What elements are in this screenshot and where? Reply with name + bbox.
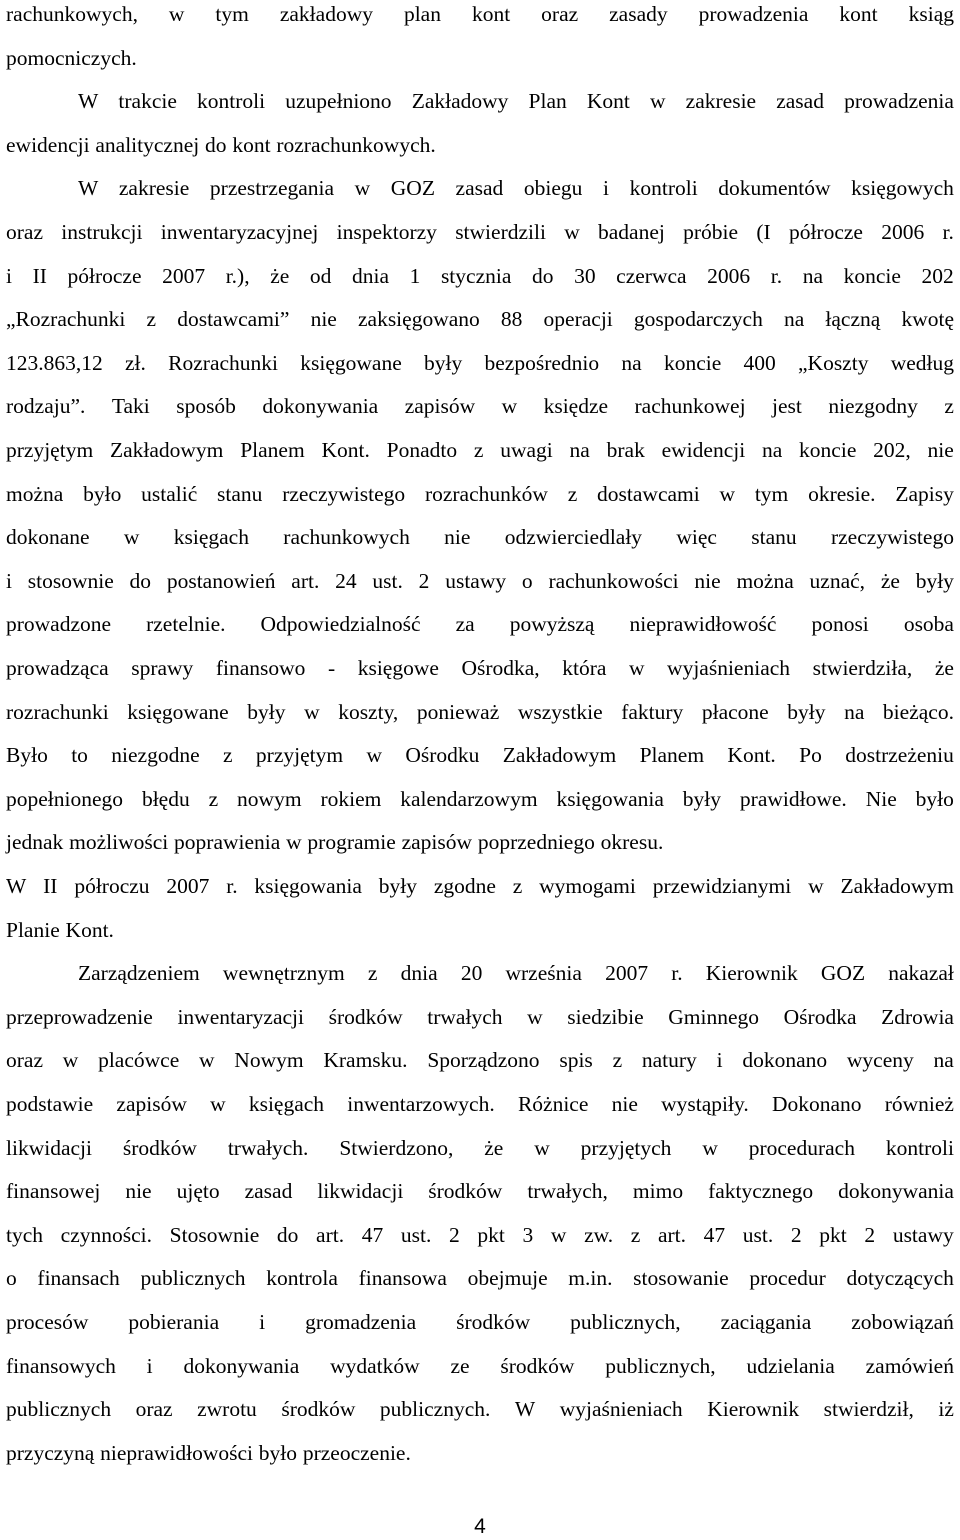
text-line: pomocniczych. [6, 45, 137, 70]
text-line: 123.863,12 zł. Rozrachunki księgowane były bezpośrednio na koncie 400 „Koszty według [6, 350, 954, 375]
text-line: rachunkowych, w tym zakładowy plan kont oraz zasady prowadzenia kont ksiąg [6, 2, 954, 26]
page-number: 4 [474, 1515, 486, 1538]
text-line: „Rozrachunki z dostawcami” nie zaksięgowano 88 operacji gospodarczych na łączną kwotę [6, 307, 954, 332]
text-line: rodzaju”. Taki sposób dokonywania zapisów w księdze rachunkowej jest niezgodny z [6, 394, 954, 419]
text-line: oraz w placówce w Nowym Kramsku. Sporządzono spis z natury i dokonano wyceny na [6, 1048, 954, 1073]
text-line: likwidacji środków trwałych. Stwierdzono, że w przyjętych w procedurach kontroli [6, 1135, 954, 1160]
text-line: przyjętym Zakładowym Planem Kont. Ponadto z uwagi na brak ewidencji na koncie 202, nie [6, 438, 954, 462]
text-line: dokonane w księgach rachunkowych nie odzwierciedlały więc stanu rzeczywistego [6, 525, 954, 550]
text-line: finansowej nie ujęto zasad likwidacji środków trwałych, mimo faktycznego dokonywania [6, 1179, 954, 1204]
text-line: i II półrocze 2007 r.), że od dnia 1 stycznia do 30 czerwca 2006 r. na koncie 202 [6, 263, 954, 288]
text-line: procesów pobierania i gromadzenia środków publicznych, zaciągania zobowiązań [6, 1310, 954, 1334]
text-line: W II półroczu 2007 r. księgowania były zgodne z wymogami przewidzianymi w Zakładowym [6, 874, 954, 898]
text-line: W trakcie kontroli uzupełniono Zakładowy Plan Kont w zakresie zasad prowadzenia [78, 89, 954, 114]
text-line: przyczyną nieprawidłowości było przeoczenie. [6, 1440, 411, 1465]
text-line: przeprowadzenie inwentaryzacji środków trwałych w siedzibie Gminnego Ośrodka Zdrowia [6, 1004, 954, 1029]
text-line: publicznych oraz zwrotu środków publicznych. W wyjaśnieniach Kierownik stwierdził, iż [6, 1397, 954, 1422]
text-line: Planie Kont. [6, 917, 114, 942]
text-line: można było ustalić stanu rzeczywistego rozrachunków z dostawcami w tym okresie. Zapisy [6, 481, 954, 506]
text-line: ewidencji analitycznej do kont rozrachunkowych. [6, 132, 436, 157]
text-line: tych czynności. Stosownie do art. 47 ust. 2 pkt 3 w zw. z art. 47 ust. 2 pkt 2 ustawy [6, 1222, 954, 1247]
text-line: Zarządzeniem wewnętrznym z dnia 20 września 2007 r. Kierownik GOZ nakazał [78, 961, 954, 986]
text-line: popełnionego błędu z nowym rokiem kalendarzowym księgowania były prawidłowe. Nie było [6, 786, 954, 811]
text-line: podstawie zapisów w księgach inwentarzowych. Różnice nie wystąpiły. Dokonano również [6, 1092, 954, 1116]
text-line: W zakresie przestrzegania w GOZ zasad obiegu i kontroli dokumentów księgowych [78, 176, 954, 201]
text-line: prowadząca sprawy finansowo - księgowe Ośrodka, która w wyjaśnieniach stwierdziła, że [6, 656, 954, 680]
text-line: prowadzone rzetelnie. Odpowiedzialność za powyższą nieprawidłowość ponosi osoba [6, 612, 954, 637]
text-line: rozrachunki księgowane były w koszty, ponieważ wszystkie faktury płacone były na bieżąco. [6, 699, 954, 724]
text-line: i stosownie do postanowień art. 24 ust. 2 ustawy o rachunkowości nie można uznać, że były [6, 568, 954, 593]
text-line: finansowych i dokonywania wydatków ze środków publicznych, udzielania zamówień [6, 1353, 954, 1378]
text-line: oraz instrukcji inwentaryzacyjnej inspektorzy stwierdzili w badanej próbie (I półrocze 2006 r. [6, 220, 954, 244]
text-line: o finansach publicznych kontrola finansowa obejmuje m.in. stosowanie procedur dotyczących [6, 1266, 954, 1291]
text-line: jednak możliwości poprawienia w programie zapisów poprzedniego okresu. [6, 830, 664, 855]
text-line: Było to niezgodne z przyjętym w Ośrodku Zakładowym Planem Kont. Po dostrzeżeniu [6, 743, 954, 768]
